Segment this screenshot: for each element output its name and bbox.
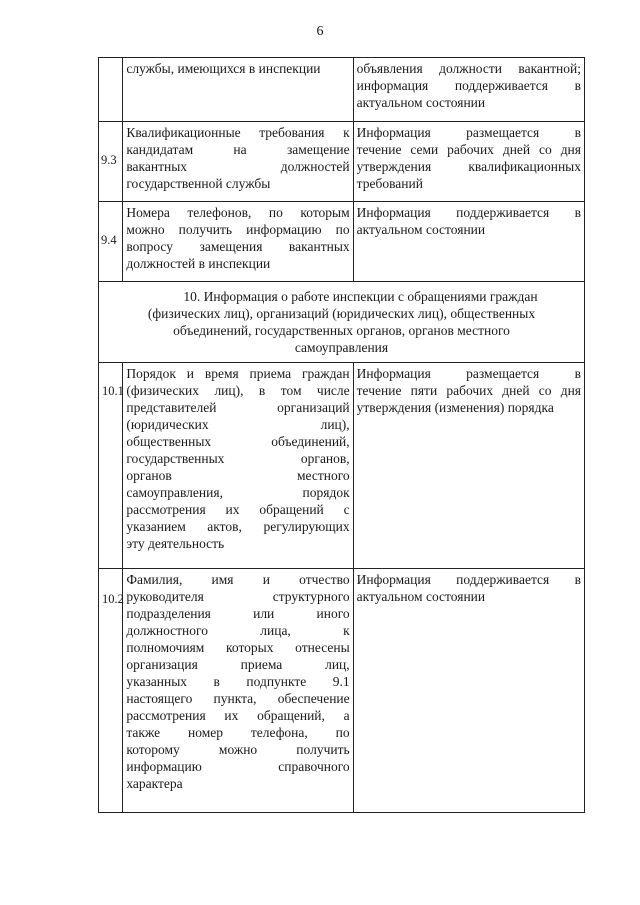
cell-text-line: Фамилия, имя и отчество [126, 572, 350, 587]
section-heading-row [99, 282, 585, 363]
cell-text-line: должностей в инспекции [126, 256, 271, 271]
cell-text-line: Квалификационные требования к [126, 125, 350, 140]
cell-text-line: кандидатам на замещение [126, 142, 350, 157]
row-info-cell [353, 202, 584, 282]
cell-text-line: течение пяти рабочих дней со дня [356, 383, 581, 398]
row-name-cell [123, 202, 353, 282]
cell-text-line: рассмотрения их обращений с [126, 502, 350, 517]
cell-text-line: требований [356, 176, 423, 191]
row-info-cell [353, 363, 584, 569]
cell-text-line: (физических лиц), в том числе [126, 383, 350, 398]
cell-text-line: эту деятельность [126, 536, 225, 551]
page-number: 6 [316, 24, 324, 39]
row-name-cell [123, 569, 353, 813]
cell-text-line: утверждения квалификационных [356, 159, 581, 174]
cell-text-line: утверждения (изменения) порядка [356, 400, 554, 415]
cell-text-line: самоуправления, порядок [126, 485, 350, 500]
cell-text-line: руководителя структурного [126, 589, 350, 604]
cell-text-line: информация поддерживается в [356, 78, 581, 93]
info-table-body [99, 58, 585, 813]
cell-text-line: объявления должности вакантной; [356, 61, 581, 76]
table-row [99, 122, 585, 202]
table-row [99, 363, 585, 569]
info-table [98, 57, 585, 813]
table-row [99, 58, 585, 122]
cell-text-line: Информация поддерживается в [356, 572, 581, 587]
cell-text-line: вакантных должностей [126, 159, 350, 174]
cell-text-line: Информация поддерживается в [356, 205, 581, 220]
row-info-cell [353, 122, 584, 202]
row-number: 10.1 [99, 363, 123, 569]
cell-text-line: характера [126, 776, 183, 791]
row-info-cell [353, 569, 584, 813]
row-number: 9.3 [99, 122, 123, 202]
cell-text-line: актуальном состоянии [356, 589, 486, 604]
section-heading-line: объединений, государственных органов, органов местного [173, 323, 510, 338]
cell-text-line: указанием актов, регулирующих [126, 519, 350, 534]
section-heading-line: самоуправления [294, 340, 389, 355]
cell-text-line: органов местного [126, 468, 350, 483]
cell-text-line: которому можно получить [126, 742, 350, 757]
cell-text-line: подразделения или иного [126, 606, 350, 621]
cell-text-line: актуальном состоянии [356, 95, 486, 110]
row-number: 9.4 [99, 202, 123, 282]
row-name-cell [123, 58, 353, 122]
row-number: 10.2 [99, 569, 123, 813]
table-row [99, 569, 585, 813]
section-heading-line: (физических лиц), организаций (юридических лиц), общественных [147, 306, 536, 321]
cell-text-line: настоящего пункта, обеспечение [126, 691, 350, 706]
cell-text-line: также номер телефона, по [126, 725, 350, 740]
cell-text-line: государственных органов, [126, 451, 350, 466]
cell-text-line: Порядок и время приема граждан [126, 366, 350, 381]
cell-text-line: актуальном состоянии [356, 222, 486, 237]
cell-text-line: указанных в подпункте 9.1 [126, 674, 350, 689]
cell-text-line: рассмотрения их обращений, а [126, 708, 350, 723]
cell-text-line: Информация размещается в [356, 366, 581, 381]
cell-text-line: Номера телефонов, по которым [126, 205, 350, 220]
cell-text-line: Информация размещается в [356, 125, 581, 140]
cell-text-line: государственной службы [126, 176, 271, 191]
section-10-heading [99, 282, 585, 363]
cell-text-line: полномочиям которых отнесены [126, 640, 350, 655]
row-name-cell [123, 363, 353, 569]
row-number [99, 58, 123, 122]
cell-text-line: представителей организаций [126, 400, 350, 415]
cell-text-line: можно получить информацию по [126, 222, 350, 237]
section-heading-line: 10. Информация о работе инспекции с обращениями граждан [183, 289, 538, 304]
cell-text-line: общественных объединений, [126, 434, 350, 449]
table-row [99, 202, 585, 282]
cell-text-line: информацию справочного [126, 759, 350, 774]
row-name-cell [123, 122, 353, 202]
cell-text-line: течение семи рабочих дней со дня [356, 142, 581, 157]
cell-text-line: службы, имеющихся в инспекции [126, 61, 321, 76]
cell-text-line: вопросу замещения вакантных [126, 239, 350, 254]
cell-text-line: (юридических лиц), [126, 417, 350, 432]
row-info-cell [353, 58, 584, 122]
cell-text-line: должностного лица, к [126, 623, 350, 638]
cell-text-line: организация приема лиц, [126, 657, 350, 672]
